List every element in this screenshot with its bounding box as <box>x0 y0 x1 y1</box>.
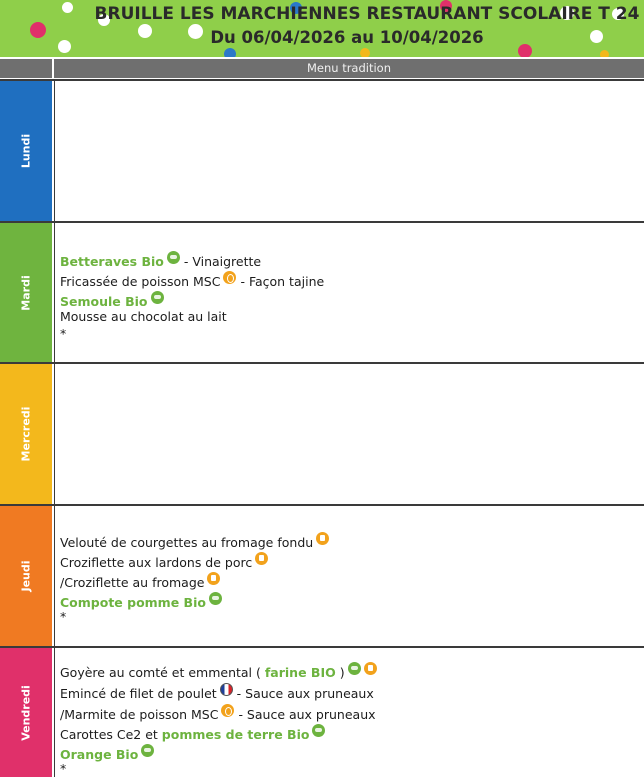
menu-table <box>0 57 644 777</box>
decor-dot <box>600 50 609 57</box>
menu-item-name: farine BIO <box>264 665 336 680</box>
menu-item <box>60 552 268 570</box>
bio-icon <box>312 724 325 737</box>
menu-item-name: Betteraves Bio <box>60 254 164 269</box>
menu-item <box>60 724 325 742</box>
menu-item <box>60 592 222 610</box>
menu-item-name: Emincé de filet de poulet <box>60 686 217 701</box>
day-name: Mardi <box>19 274 33 311</box>
bio-icon <box>167 251 180 264</box>
menu-item <box>60 251 261 269</box>
menu-item <box>60 683 374 701</box>
menu-item <box>60 532 329 550</box>
menu-item-suffix: - Sauce aux pruneaux <box>234 707 376 722</box>
header-corner <box>0 59 52 78</box>
menu-item-suffix: - Façon tajine <box>236 274 325 289</box>
menu-item <box>60 271 324 289</box>
menu-item-name: Orange Bio <box>60 747 139 762</box>
menu-item-name: * <box>60 609 67 624</box>
menu-item <box>60 309 227 324</box>
day-name: Vendredi <box>19 684 33 741</box>
menu-item-name: Croziflette aux lardons de porc <box>60 555 253 570</box>
day-label-vendredi <box>0 648 52 777</box>
period-subtitle: Du 06/04/2026 au 10/04/2026 <box>210 28 484 47</box>
cheese-icon <box>255 552 268 565</box>
day-content-jeudi <box>54 506 644 646</box>
day-name: Lundi <box>19 133 33 169</box>
page-title: BRUILLE LES MARCHIENNES RESTAURANT SCOLAIRE T 24 <box>94 4 640 24</box>
menu-item-prefix: Goyère au comté et emmental ( <box>60 665 265 680</box>
menu-item-name: Fricassée de poisson MSC <box>60 274 221 289</box>
day-content-mercredi <box>54 364 644 504</box>
menu-item-name: /Croziflette au fromage <box>60 575 205 590</box>
day-name: Mercredi <box>19 406 33 462</box>
menu-item-after: ) <box>335 665 345 680</box>
day-row-mardi <box>0 223 644 364</box>
menu-item-name: Semoule Bio <box>60 294 148 309</box>
day-row-jeudi <box>0 506 644 648</box>
menu-item <box>60 572 220 590</box>
cheese-icon <box>316 532 329 545</box>
column-header-row <box>0 59 644 78</box>
menu-item-name: * <box>60 761 67 776</box>
menu-item <box>60 662 377 680</box>
day-name: Jeudi <box>19 560 33 592</box>
menu-item <box>60 744 154 762</box>
header-banner <box>0 0 644 57</box>
decor-dot <box>224 48 236 57</box>
menu-item-name: Mousse au chocolat au lait <box>60 309 227 324</box>
menu-item-name: Compote pomme Bio <box>60 595 206 610</box>
menu-item-name: Velouté de courgettes au fromage fondu <box>60 535 314 550</box>
menu-item-prefix: Carottes Ce2 et <box>60 727 162 742</box>
menu-item <box>60 704 376 722</box>
menu-item-suffix: - Vinaigrette <box>179 254 262 269</box>
day-row-lundi <box>0 79 644 223</box>
day-label-mardi <box>0 223 52 362</box>
day-content-lundi <box>54 81 644 221</box>
column-header-menu-tradition: Menu tradition <box>54 59 644 78</box>
day-label-mercredi <box>0 364 52 504</box>
menu-item <box>60 291 164 309</box>
msc-icon <box>221 704 234 717</box>
cheese-icon <box>364 662 377 675</box>
day-content-mardi <box>54 223 644 362</box>
day-row-vendredi <box>0 648 644 777</box>
menu-item <box>60 326 66 341</box>
bio-icon <box>151 291 164 304</box>
day-label-lundi <box>0 81 52 221</box>
menu-item <box>60 609 66 624</box>
day-row-mercredi <box>0 364 644 506</box>
france-flag-icon <box>220 683 233 696</box>
menu-item-suffix: - Sauce aux pruneaux <box>232 686 374 701</box>
day-content-vendredi <box>54 648 644 777</box>
bio-icon <box>348 662 361 675</box>
menu-item <box>60 761 66 776</box>
bio-icon <box>209 592 222 605</box>
decor-dot <box>360 48 370 57</box>
cheese-icon <box>207 572 220 585</box>
bio-icon <box>141 744 154 757</box>
menu-item-name: /Marmite de poisson MSC <box>60 707 219 722</box>
msc-icon <box>223 271 236 284</box>
menu-item-name: * <box>60 326 67 341</box>
day-label-jeudi <box>0 506 52 646</box>
menu-item-name: pommes de terre Bio <box>161 727 310 742</box>
